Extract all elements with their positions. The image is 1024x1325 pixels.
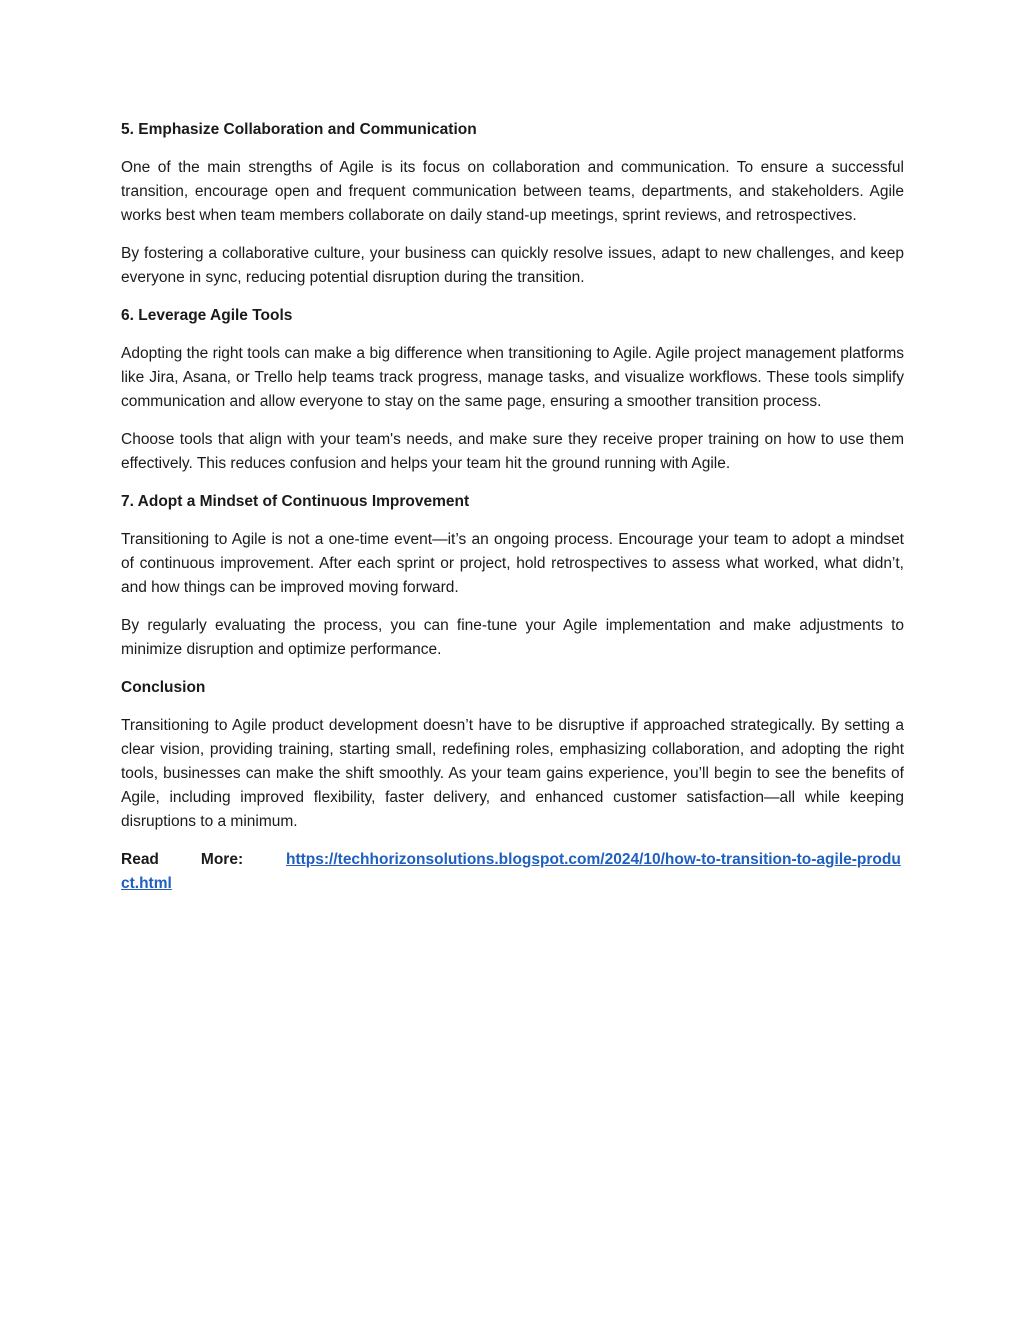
document-page: [121, 118, 904, 896]
read-more-label-word: Read: [121, 851, 159, 868]
paragraph: By regularly evaluating the process, you can fine-tune your Agile implementation and make adjustments to minimize disruption and optimize performance.: [121, 617, 904, 658]
paragraph: Adopting the right tools can make a big difference when transitioning to Agile. Agile project management platforms like Jira, Asana, or Trello help teams track progress, manage tasks, and visualize workflows. These tools simplify communication and allow everyone to stay on the same page, ensuring a smoother transition process.: [121, 345, 904, 410]
read-more-label-word: More:: [200, 851, 244, 868]
paragraph: By fostering a collaborative culture, your business can quickly resolve issues, adapt to new challenges, and keep everyone in sync, reducing potential disruption during the transition.: [121, 245, 904, 286]
section-agile-tools: [121, 304, 904, 476]
paragraph: One of the main strengths of Agile is its focus on collaboration and communication. To ensure a successful transition, encourage open and frequent communication between teams, departments, and stakeholders. Agile works best when team members collaborate on daily stand-up meetings, sprint reviews, and retrospectives.: [121, 159, 904, 224]
read-more-link[interactable]: https://techhorizonsolutions.blogspot.com/2024/10/how-to-transition-to-agile-product.html: [121, 851, 901, 892]
section-conclusion: [121, 676, 904, 834]
paragraph: Transitioning to Agile product development doesn’t have to be disruptive if approached strategically. By setting a clear vision, providing training, starting small, redefining roles, emphasizing collaboration, and adopting the right tools, businesses can make the shift smoothly. As your team gains experience, you’ll begin to see the benefits of Agile, including improved flexibility, faster delivery, and enhanced customer satisfaction—all while keeping disruptions to a minimum.: [121, 717, 904, 830]
section-continuous-improvement: [121, 490, 904, 662]
paragraph: Choose tools that align with your team's needs, and make sure they receive proper training on how to use them effectively. This reduces confusion and helps your team hit the ground running with Agile.: [121, 431, 904, 472]
section-heading: Conclusion: [121, 679, 206, 696]
read-more-label: [121, 848, 286, 872]
paragraph: Transitioning to Agile is not a one-time event—it’s an ongoing process. Encourage your team to adopt a mindset of continuous improvement. After each sprint or project, hold retrospectives to assess what worked, what didn’t, and how things can be improved moving forward.: [121, 531, 904, 596]
section-collaboration: [121, 118, 904, 290]
section-heading: 5. Emphasize Collaboration and Communication: [121, 121, 477, 138]
read-more: [121, 848, 904, 896]
section-heading: 6. Leverage Agile Tools: [121, 307, 293, 324]
section-heading: 7. Adopt a Mindset of Continuous Improvement: [121, 493, 470, 510]
